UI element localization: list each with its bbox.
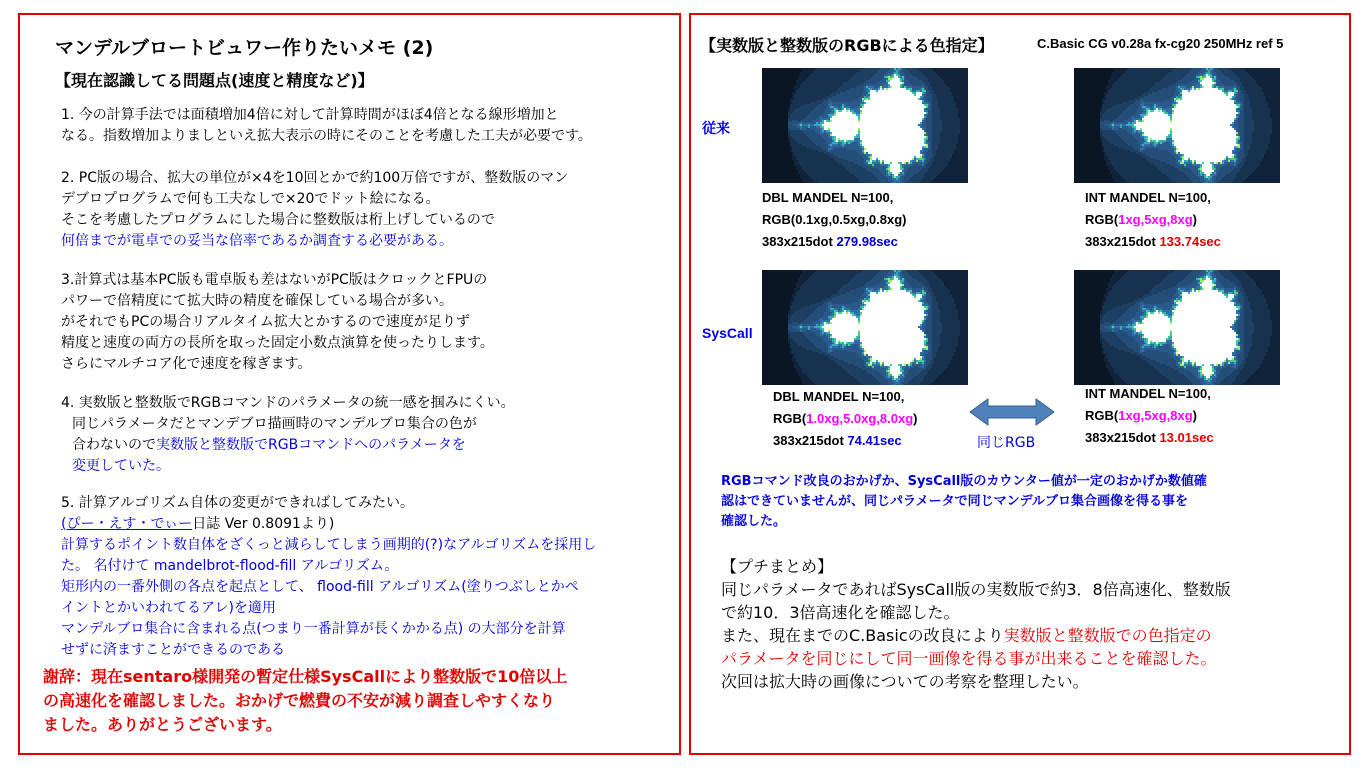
problem-4-highlight: 変更していた。 xyxy=(61,456,515,477)
mandelbrot-image-dbl-syscall xyxy=(762,270,968,385)
blog-link[interactable]: (ぴー・えす・でぃー xyxy=(61,516,192,532)
summary-line: 次回は拡大時の画像についての考察を整理したい。 xyxy=(721,670,1231,693)
problem-4-text: 合わないので xyxy=(72,437,156,453)
acknowledgement-line: の高速化を確認しました。おかげで燃費の不安が減り調査しやすくなり xyxy=(43,689,567,713)
quote-line: せずに済ますことができるのである xyxy=(61,640,596,661)
caption-rgb: ) xyxy=(913,411,917,426)
problem-3-line: 精度と速度の両方の長所を取った固定小数点演算を使ったりします。 xyxy=(61,333,494,354)
summary-line: で約10．3倍高速化を確認した。 xyxy=(721,601,1231,624)
caption-time: 133.74sec xyxy=(1159,234,1220,249)
problems-subtitle: 【現在認識してる問題点(速度と精度など)】 xyxy=(55,68,374,91)
caption-line: DBL MANDEL N=100, xyxy=(762,187,907,209)
version-ref: C.Basic CG v0.28a fx-cg20 250MHz ref 5 xyxy=(1037,36,1283,51)
caption-rgb-value: 1xg,5xg,8xg xyxy=(1118,212,1192,227)
quote-line: マンデルブロ集合に含まれる点(つまり一番計算が長くかかる点) の大部分を計算 xyxy=(61,619,596,640)
row-label-conventional: 従来 xyxy=(702,118,730,138)
caption-dbl-conventional xyxy=(762,187,907,253)
quote-line: 矩形内の一番外側の各点を起点として、 flood-fill アルゴリズム(塗りつぶしとかペ xyxy=(61,577,596,598)
note-line: 認はできていませんが、同じパラメータで同じマンデルブロ集合画像を得る事を xyxy=(721,492,1207,512)
problem-2-highlight: 何倍までが電卓での妥当な倍率であるか調査する必要がある。 xyxy=(61,231,568,252)
acknowledgement-line: ました。ありがとうございます。 xyxy=(43,713,567,737)
double-arrow-icon xyxy=(968,397,1056,427)
caption-line: INT MANDEL N=100, xyxy=(1085,383,1214,405)
mandelbrot-image-dbl-conventional xyxy=(762,68,968,183)
mandelbrot-image-int-conventional xyxy=(1074,68,1280,183)
caption-rgb-value: 1.0xg,5.0xg,8.0xg xyxy=(806,411,913,426)
rgb-heading: 【実数版と整数版のRGBによる色指定】 xyxy=(700,33,994,56)
caption-int-conventional xyxy=(1085,187,1221,253)
problem-3-line: がそれでもPCの場合リアルタイム拡大とかするので速度が足りず xyxy=(61,312,494,333)
problem-3-line: さらにマルチコア化で速度を稼ぎます。 xyxy=(61,354,494,375)
rgb-note xyxy=(721,472,1207,532)
row-label-syscall: SysCall xyxy=(702,325,753,341)
page-title: マンデルブロートビュワー作りたいメモ (2) xyxy=(55,33,433,60)
caption-time: 279.98sec xyxy=(836,234,897,249)
caption-rgb: RGB( xyxy=(1085,408,1118,423)
problem-1-line: なる。指数増加よりましといえ拡大表示の時にそのことを考慮した工夫が必要です。 xyxy=(61,126,592,147)
summary-line: 同じパラメータであればSysCall版の実数版で約3．8倍高速化、整数版 xyxy=(721,578,1231,601)
caption-rgb: RGB( xyxy=(773,411,806,426)
caption-time: 74.41sec xyxy=(847,433,901,448)
problem-4-line: 4. 実数版と整数版でRGBコマンドのパラメータの統一感を掴みにくい。 xyxy=(61,393,515,414)
quote-line: 計算するポイント数自体をざくっと減らしてしまう画期的(?)なアルゴリズムを採用し xyxy=(61,535,596,556)
caption-rgb-value: 1xg,5xg,8xg xyxy=(1118,408,1192,423)
problem-1-line: 1. 今の計算手法では面積増加4倍に対して計算時間がほぼ4倍となる線形増加と xyxy=(61,105,592,126)
caption-size: 383x215dot xyxy=(1085,430,1159,445)
summary xyxy=(721,555,1231,693)
problem-1 xyxy=(61,105,592,147)
problem-2-line: 2. PC版の場合、拡大の単位が×4を10回とかで約100万倍ですが、整数版のマン xyxy=(61,168,568,189)
summary-title: 【プチまとめ】 xyxy=(721,555,1231,578)
acknowledgement xyxy=(43,665,567,737)
caption-dbl-syscall xyxy=(773,386,918,452)
summary-line: また、現在までのC.Basicの改良により xyxy=(721,626,1004,645)
note-line: 確認した。 xyxy=(721,512,1207,532)
problem-3-line: パワーで倍精度にて拡大時の精度を確保している場合が多い。 xyxy=(61,291,494,312)
caption-rgb: ) xyxy=(1193,408,1197,423)
problem-2-line: そこを考慮したプログラムにした場合に整数版は桁上げしているので xyxy=(61,210,568,231)
acknowledgement-line: 謝辞：現在sentaro様開発の暫定仕様SysCallにより整数版で10倍以上 xyxy=(43,665,567,689)
blog-version: 日誌 Ver 0.8091より) xyxy=(192,516,334,532)
problem-4-highlight: 実数版と整数版でRGBコマンドへのパラメータを xyxy=(156,437,466,453)
problem-2-line: デブロプログラムで何も工夫なしで×20でドット絵になる。 xyxy=(61,189,568,210)
quote-line: イントとかいわれてるアレ)を適用 xyxy=(61,598,596,619)
problem-4 xyxy=(61,393,515,477)
problem-5 xyxy=(61,493,414,514)
caption-rgb: ) xyxy=(1193,212,1197,227)
mandelbrot-image-int-syscall xyxy=(1074,270,1280,385)
problem-4-line-mixed xyxy=(61,435,515,456)
caption-int-syscall xyxy=(1085,383,1214,449)
problem-5-line: 5. 計算アルゴリズム自体の変更ができればしてみたい。 xyxy=(61,493,414,514)
caption-rgb: RGB( xyxy=(1085,212,1118,227)
caption-size: 383x215dot xyxy=(773,433,847,448)
caption-size: 383x215dot xyxy=(1085,234,1159,249)
quote-line: た。 名付けて mandelbrot-flood-fill アルゴリズム。 xyxy=(61,556,596,577)
problem-3-line: 3.計算式は基本PC版も電卓版も差はないがPC版はクロックとFPUの xyxy=(61,270,494,291)
note-line: RGBコマンド改良のおかげか、SysCall版のカウンター値が一定のおかげか数値確 xyxy=(721,472,1207,492)
caption-line: RGB(0.1xg,0.5xg,0.8xg) xyxy=(762,209,907,231)
caption-time: 13.01sec xyxy=(1159,430,1213,445)
caption-size: 383x215dot xyxy=(762,234,836,249)
problem-5-source xyxy=(61,514,334,535)
problem-3 xyxy=(61,270,494,375)
caption-line: INT MANDEL N=100, xyxy=(1085,187,1221,209)
summary-highlight: 実数版と整数版での色指定の xyxy=(1004,626,1212,645)
summary-highlight: パラメータを同じにして同一画像を得る事が出来ることを確認した。 xyxy=(721,647,1231,670)
caption-line: DBL MANDEL N=100, xyxy=(773,386,918,408)
problem-4-line: 同じパラメータだとマンデブロ描画時のマンデルブロ集合の色が xyxy=(61,414,515,435)
problem-2 xyxy=(61,168,568,252)
problem-5-quote xyxy=(61,535,596,661)
same-rgb-label: 同じRGB xyxy=(977,432,1035,452)
